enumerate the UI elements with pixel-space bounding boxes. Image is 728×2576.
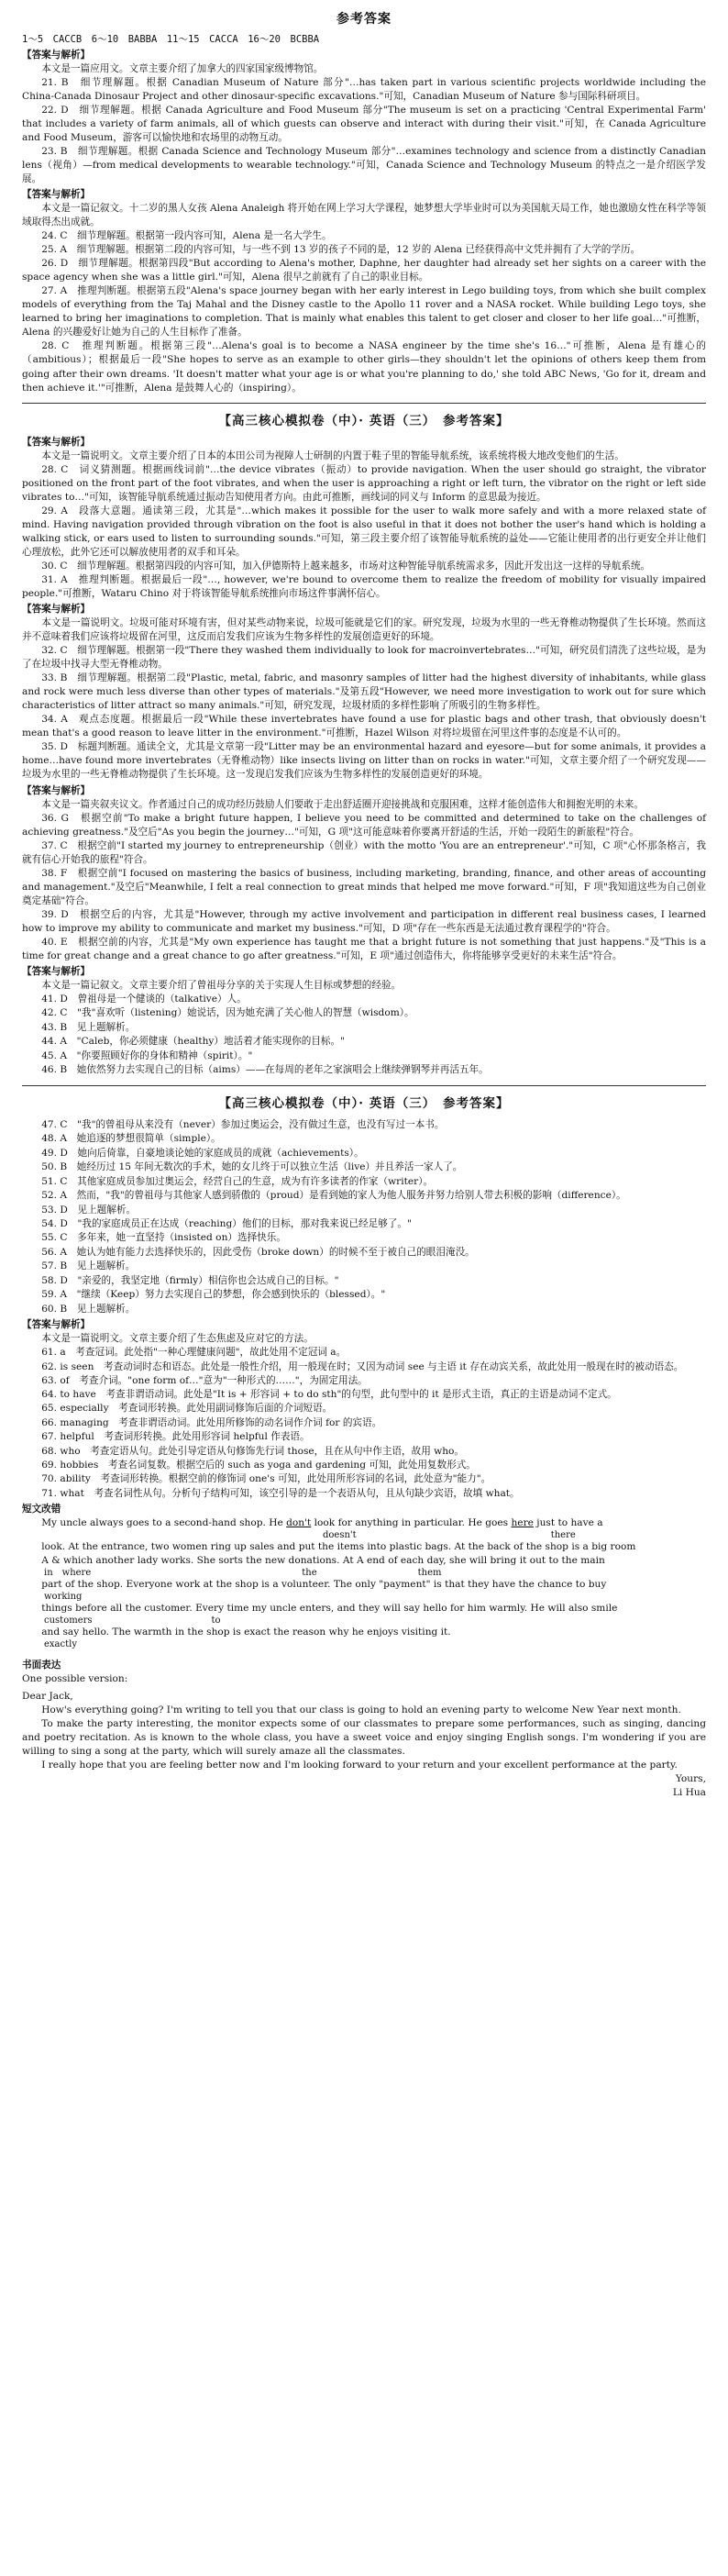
answer-item: 36. G 根据空前"To make a bright future happen, I believe you need to be committed and determined to take on the challenges of achieving greatness."及空后"As you begin the journey…"可知，G 项"这可能意味着你要离开舒适的生活，开始一段陌生的新旅程"符合。 bbox=[22, 812, 706, 838]
answer-item: 28. C 推理判断题。根据第三段"…Alena's goal is to become a NASA engineer by the time she's 16…"可推断，Alena 是有雄心的（ambitious）；根据最后一段"She hopes to serve as an example to other girls—they shouldn't let the opinions of others keep them from going after their own dreams. 'It doesn't matter what your age is or what you're planning to do,' she told ABC News, 'Go for it, dream and then achieve it.'"可推断，Alena 是鼓舞人心的（inspiring）。 bbox=[22, 340, 706, 394]
correction-text: look for anything in particular. He goes bbox=[311, 1517, 512, 1528]
answer-item: 28. C 词义猜测题。根据画线词前"…the device vibrates（振动）to provide navigation. When the user should go straight, the vibrator positioned on the front part of the foot vibrates, and when the user is approaching a right or left turn, the vibrator on the right or left side vibrates to…"可知，该智能导航系统通过振动告知使用者方向。由此可推断，画线词的同义与 Inform 的意思最为接近。 bbox=[22, 463, 706, 503]
correction-line bbox=[22, 1516, 706, 1530]
answer-item: 38. F 根据空前"I focused on mastering the basics of business, including marketing, branding, finance, and other areas of accounting and management."及空后"Meanwhile, I felt a real connection to great minds that helped me move forward."可知，F 项"我知道这些为自己创业奠定基础"符合。 bbox=[22, 867, 706, 906]
answer-section-header: 【答案与解析】 bbox=[22, 189, 91, 201]
answer-item: 43. B 见上题解析。 bbox=[41, 1021, 136, 1033]
correction-mark-line: customers to bbox=[44, 1616, 221, 1627]
answer-item: 60. B 见上题解析。 bbox=[41, 1303, 136, 1315]
answer-item: 本文是一篇说明文。文章主要介绍了生态焦虑及应对它的方法。 bbox=[41, 1333, 314, 1345]
correction-mark-line: in where the them bbox=[44, 1568, 442, 1579]
answer-item: 本文是一篇记叙文。文章主要介绍了曾祖母分享的关于实现人生目标或梦想的经验。 bbox=[41, 979, 402, 991]
answer-item: 22. D 细节理解题。根据 Canada Agriculture and Food Museum 部分"The museum is set on a practicing 'Central Experimental Farm' that includes a variety of farm animals, all of which guests can observe and interact with during their visit."可知，在 Canada Agriculture and Food Museum，游客可以愉快地和农场里的动物互动。 bbox=[22, 104, 706, 143]
answer-section-header: 【答案与解析】 bbox=[22, 604, 91, 616]
answer-item: 47. C "我"的曾祖母从来没有（never）参加过奥运会，没有做过生意，也没有写过一本书。 bbox=[41, 1118, 445, 1130]
answer-item: 24. C 细节理解题。根据第一段内容可知，Alena 是一名大学生。 bbox=[41, 230, 332, 242]
writing-version: One possible version: bbox=[22, 1673, 128, 1685]
answer-item: 30. C 细节理解题。根据第四段的内容可知，加入伊德斯特上越来越多，市场对这种智能导航系统需求多，因此开发出这一这样的导航系统。 bbox=[41, 561, 651, 572]
answer-page bbox=[22, 0, 706, 1801]
letter-closing: Yours, bbox=[675, 1773, 706, 1785]
answer-section-header: 【答案与解析】 bbox=[22, 1319, 91, 1331]
answer-item: 59. A "继续（Keep）努力去实现自己的梦想，你会感到快乐的（blessed）。" bbox=[41, 1289, 386, 1301]
answer-section-header: 【答案与解析】 bbox=[22, 784, 91, 796]
correction-line: look. At the entrance, two women ring up sales and put the items into plastic bags. At the back of the shop is a big room bbox=[41, 1541, 636, 1553]
answer-item: 54. D "我的家庭成员正在达成（reaching）他们的目标，那对我来说已经足够了。" bbox=[41, 1218, 412, 1230]
answer-item: 本文是一篇记叙文。十二岁的黑人女孩 Alena Analeigh 将开始在网上学习大学课程，她梦想大学毕业时可以为美国航天局工作，她也激励女性在科学等领域取得杰出成就。 bbox=[22, 203, 706, 228]
page-title: 参考答案 bbox=[336, 12, 392, 27]
section-banner-1: 【高三核心模拟卷（中）· 英语（三） 参考答案】 bbox=[218, 413, 510, 428]
answer-item: 27. A 推理判断题。根据第五段"Alena's space journey began with her early interest in Lego building toys, from which she built complex models of everything from the Taj Mahal and the Disney castle to the Apollo 11 rover and a NASA rocket. While building Lego toys, she learned to bring her imaginations to completion. That is mainly what enables this talent to get closer and closer to her life goal…"可推断，Alena 的兴趣爱好让她为自己的人生目标作了准备。 bbox=[22, 285, 706, 339]
answer-item: 42. C "我"喜欢听（listening）她说话，因为她充满了关心他人的智慧（wisdom）。 bbox=[41, 1007, 414, 1019]
letter-body bbox=[22, 1704, 706, 1772]
answer-item: 21. B 细节理解题。根据 Canadian Museum of Nature 部分"…has taken part in various scientific projects worldwide including the China-Canada Dinosaur Project and other dinosaur-specific excavations."可知，Canadian Museum of Nature 参与国际科研项目。 bbox=[22, 76, 706, 102]
answer-item: 66. managing 考查非谓语动词。此处用所修饰的动名词作介词 for 的宾语。 bbox=[41, 1416, 382, 1428]
correction-line: part of the shop. Everyone work at the shop is a volunteer. The only "payment" is that they have the chance to buy bbox=[41, 1579, 607, 1591]
writing-header: 书面表达 bbox=[22, 1660, 61, 1671]
answer-item: 62. is seen 考查动词时态和语态。此处是一般性介绍，用一般现在时；又因为动词 see 与主语 it 存在动宾关系，故此处用一般现在时的被动语态。 bbox=[41, 1360, 684, 1372]
answer-item: 56. A 她认为她有能力去选择快乐的，因此受伤（broke down）的时候不至于被自己的眼泪淹没。 bbox=[41, 1246, 475, 1258]
divider bbox=[22, 1085, 706, 1086]
answer-item: 68. who 考查定语从句。此处引导定语从句修饰先行词 those，且在从句中作主语，故用 who。 bbox=[41, 1445, 465, 1457]
section-banner-2: 【高三核心模拟卷（中）· 英语（三） 参考答案】 bbox=[218, 1095, 510, 1111]
answer-item: 67. helpful 考查词形转换。此处用形容词 helpful 作表语。 bbox=[41, 1431, 310, 1443]
correction-fix: there bbox=[550, 1530, 576, 1541]
answer-item: 33. B 细节理解题。根据第二段"Plastic, metal, fabric, and masonry samples of litter had the highest diversity of inhabitants, while glass and rock were much less diverse than other types of materials."及第五段"However, we need more investigation to work out for sure which characteristics of litter attract so many animals."可知，研究发现，垃圾材质的多样性影响了所吸引的生物多样性。 bbox=[22, 672, 706, 712]
answer-item: 71. what 考查名词性从句。分析句子结构可知，该空引导的是一个表语从句，且从句缺少宾语，故填 what。 bbox=[41, 1487, 520, 1499]
letter-salutation: Dear Jack, bbox=[22, 1691, 73, 1703]
answer-item: 51. C 其他家庭成员参加过奥运会，经营自己的生意，成为有许多读者的作家（writer）。 bbox=[41, 1175, 434, 1187]
answer-section-header: 【答案与解析】 bbox=[22, 965, 91, 977]
correction-mark: here bbox=[511, 1517, 534, 1528]
answer-item: 55. C 多年来，她一直坚持（insisted on）选择快乐。 bbox=[41, 1232, 286, 1244]
answer-item: 35. D 标题判断题。通读全文，尤其是文章第一段"Litter may be an environmental hazard and eyesore—but for some animals, it provides a home…have found more invertebrates（无脊椎动物）like insects living on litter than on rocks in water."可知，文章主要介绍了一个研究发现——垃圾为水里的一些无脊椎动物提供了生长环境。这一发现启发我们应该为生物多样性的发展创造更好的环境。 bbox=[22, 741, 706, 781]
answer-item: 61. a 考查冠词。此处指"一种心理健康问题"，故此处用不定冠词 a。 bbox=[41, 1347, 347, 1359]
answer-item: 本文是一篇说明文。文章主要介绍了日本的本田公司为视障人士研制的内置于鞋子里的智能导航系统，该系统将极大地改变他们的生活。 bbox=[41, 450, 624, 461]
answer-item: 本文是一篇应用文。文章主要介绍了加拿大的四家国家级博物馆。 bbox=[41, 62, 324, 74]
section-b bbox=[22, 436, 706, 1078]
answer-item: 25. A 细节理解题。根据第二段的内容可知，与一些不到 13 岁的孩子不同的是，12 岁的 Alena 已经获得高中文凭并拥有了大学的学历。 bbox=[41, 244, 641, 256]
answer-section-header: 【答案与解析】 bbox=[22, 49, 91, 61]
letter-paragraph: To make the party interesting, the monitor expects some of our classmates to prepare some performances, such as singing, dancing and poetry recitation. As is known to the whole class, you have a sweet voice and enjoy singing English songs. I'm wondering if you are willing to sing a song at the party, which will surely amaze all the classmates. bbox=[22, 1718, 706, 1758]
correction-mark: don't bbox=[286, 1517, 312, 1528]
answer-item: 49. D 她向后倚靠，自豪地谈论她的家庭成员的成就（achievements）。 bbox=[41, 1147, 364, 1159]
correction-mark-line: exactly bbox=[44, 1639, 77, 1650]
answer-item: 45. A "你要照顾好你的身体和精神（spirit）。" bbox=[41, 1049, 253, 1061]
letter-signature: Li Hua bbox=[672, 1787, 706, 1799]
correction-line: A & which another lady works. She sorts the new donations. At A end of each day, she will bring it out to the main bbox=[41, 1555, 605, 1567]
answer-item: 37. C 根据空前"I started my journey to entrepreneurship（创业）with the motto 'You are an entrepreneur'."可知，C 项"心怀那条格言，我就有信心开始我的旅程"符合。 bbox=[22, 839, 706, 865]
correction-mark-line: working bbox=[44, 1592, 83, 1603]
answer-item: 39. D 根据空后的内容，尤其是"However, through my active involvement and participation in different real business cases, I learned how to improve my ability to communicate and market my business."可知，D 项"存在一些东西是无法通过教育课程学的"符合。 bbox=[22, 908, 706, 934]
answer-item: 31. A 推理判断题。根据最后一段"…, however, we're bound to overcome them to realize the freedom of mobility for visually impaired people."可推断，Wataru Chino 对于将该智能导航系统推向市场这件事满怀信心。 bbox=[22, 574, 706, 600]
answer-item: 70. ability 考查词形转换。根据空前的修饰词 one's 可知，此处用所形容词的名词，此处意为"能力"。 bbox=[41, 1473, 491, 1485]
answer-item: 40. E 根据空前的内容，尤其是"My own experience has taught me that a bright future is not something that just happens."及"This is a time for great change and a great chance to go after greatness."可知，E 项"通过创造伟大，你将能够享受更好的未来生活"符合。 bbox=[22, 936, 706, 961]
answer-item: 23. B 细节理解题。根据 Canada Science and Technology Museum 部分"…examines technology and science from a distinctly Canadian lens（视角）—from medical developments to wearable technology."可知，Canada Science and Technology Museum 的特点之一是介绍医学发展。 bbox=[22, 146, 706, 185]
answer-item: 41. D 曾祖母是一个健谈的（talkative）人。 bbox=[41, 993, 247, 1005]
answer-item: 29. A 段落大意题。通读第三段，尤其是"…which makes it possible for the user to walk more safely and with a more relaxed state of mind. Having navigation provided through vibration on the foot is also useful in that it does not bother the user's hand which is holding a walking stick, or ears used to listen to surrounding sounds."可知，第三段主要介绍了该智能导航系统的益处——它能让使用者的出行更安全并让他们心理放松，此外它还可以解放使用者的双手和耳朵。 bbox=[22, 505, 706, 558]
answer-item: 64. to have 考查非谓语动词。此处是"It is + 形容词 + to do sth"的句型，此句型中的 it 是形式主语，真正的主语是动词不定式。 bbox=[41, 1389, 617, 1401]
answer-item: 57. B 见上题解析。 bbox=[41, 1260, 136, 1272]
answer-item: 32. C 细节理解题。根据第一段"There they washed them individually to look for macroinvertebrates…"可知，研究员们清洗了这些垃圾，是为了在垃圾中找寻大型无脊椎动物。 bbox=[22, 645, 706, 671]
answer-item: 63. of 考查介词。"one form of…"意为"一种形式的……"，为固定用法。 bbox=[41, 1374, 368, 1386]
section-a bbox=[22, 49, 706, 395]
answer-key: 1～5 CACCB 6～10 BABBA 11～15 CACCA 16～20 BCBBA bbox=[22, 33, 320, 45]
section-c bbox=[22, 1118, 706, 1501]
answer-item: 48. A 她追逐的梦想很简单（simple）。 bbox=[41, 1133, 221, 1145]
divider bbox=[22, 403, 706, 404]
answer-item: 本文是一篇说明文。垃圾可能对环境有害，但对某些动物来说，垃圾可能就是它们的家。研究发现，垃圾为水里的一些无脊椎动物提供了生长环境。然而这并不意味着我们应该将垃圾留在河里，这反而启发我们应该为生物多样性的发展创造更好的环境。 bbox=[22, 617, 706, 643]
answer-item: 26. D 细节理解题。根据第四段"But according to Alena's mother, Daphne, her daughter had already set her sights on a career with the space agency when she was a little girl."可知，Alena 很早之前就有了自己的职业目标。 bbox=[22, 258, 706, 283]
correction-fix: doesn't bbox=[323, 1530, 357, 1541]
letter-paragraph: I really hope that you are feeling better now and I'm looking forward to your return and your excellent performance at the party. bbox=[41, 1760, 678, 1771]
answer-item: 69. hobbies 考查名词复数。根据空后的 such as yoga and gardening 可知，此处用复数形式。 bbox=[41, 1460, 476, 1471]
answer-item: 46. B 她依然努力去实现自己的目标（aims）——在每周的老年之家演唱会上继续弹钢琴并再活五年。 bbox=[41, 1064, 489, 1076]
answer-item: 44. A "Caleb，你必须健康（healthy）地活着才能实现你的目标。" bbox=[41, 1036, 345, 1048]
answer-item: 58. D "亲爱的，我坚定地（firmly）相信你也会达成自己的目标。" bbox=[41, 1274, 339, 1286]
correction-text: just to have a bbox=[533, 1517, 603, 1528]
answer-item: 34. A 观点态度题。根据最后一段"While these invertebrates have found a use for plastic bags and other trash, that obviously doesn't mean that's a good reason to leave litter in the environment."可推断，Hazel Wilson 对将垃圾留在河里这件事的态度是不认可的。 bbox=[22, 714, 706, 739]
answer-item: 50. B 她经历过 15 年间无数次的手术，她的女儿终于可以独立生活（live）并且养活一家人了。 bbox=[41, 1161, 463, 1173]
letter-paragraph: How's everything going? I'm writing to tell you that our class is going to hold an evening party to welcome New Year next month. bbox=[41, 1704, 681, 1716]
answer-section-header: 【答案与解析】 bbox=[22, 436, 91, 448]
sample-letter bbox=[22, 1690, 706, 1800]
correction-text: My uncle always goes to a second-hand shop. He bbox=[41, 1517, 287, 1528]
correction-mark-line bbox=[22, 1530, 706, 1540]
answer-item: 65. especially 考查词形转换。此处用副词修饰后面的介词短语。 bbox=[41, 1403, 333, 1415]
answer-item: 本文是一篇夹叙夹议文。作者通过自己的成功经历鼓励人们要敢于走出舒适圈开迎接挑战和克服困难，这样才能创造伟大和拥抱光明的未来。 bbox=[41, 798, 644, 810]
correction-header: 短文改错 bbox=[22, 1503, 61, 1515]
answer-item: 52. A 然而，"我"的曾祖母与其他家人感到骄傲的（proud）是看到她的家人为他人服务并努力给别人带去积极的影响（difference）。 bbox=[41, 1190, 626, 1202]
answer-item: 53. D 见上题解析。 bbox=[41, 1204, 137, 1216]
correction-line: and say hello. The warmth in the shop is exact the reason why he enjoys visiting it. bbox=[41, 1627, 451, 1638]
correction-line: things before all the customer. Every time my uncle enters, and they will say hello for him warmly. He will also smile bbox=[41, 1603, 618, 1615]
correction-block bbox=[22, 1516, 706, 1649]
